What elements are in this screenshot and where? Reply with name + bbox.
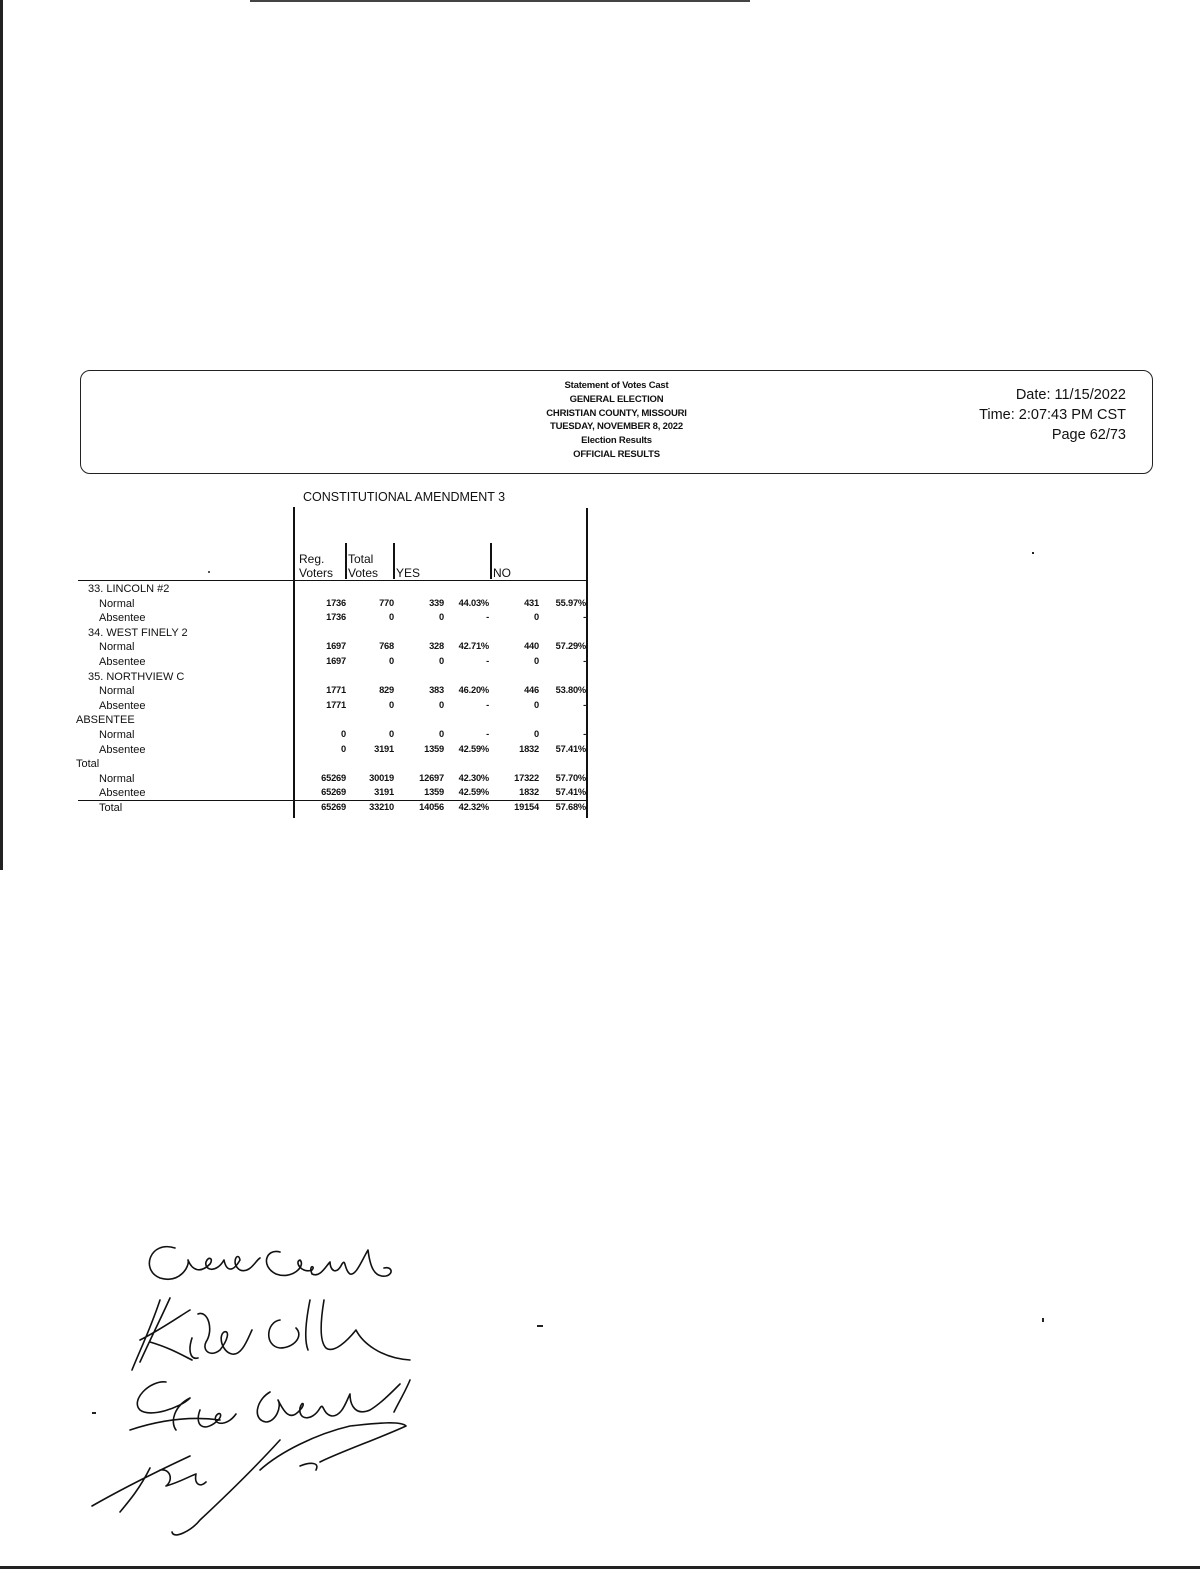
yes-votes-cell: 12697 [419, 772, 444, 783]
scan-speck [1032, 552, 1034, 554]
total-votes-cell: 0 [389, 729, 394, 739]
page-number: Page 62/73 [1051, 427, 1126, 443]
reg-voters-cell: 65269 [321, 772, 346, 783]
total-votes-cell: 768 [379, 641, 394, 652]
col-yes: YES [396, 566, 421, 580]
yes-percent-cell: 42.32% [458, 802, 489, 812]
col-divider-no [490, 543, 492, 579]
table-row [0, 684, 600, 699]
no-percent-cell: - [583, 729, 586, 739]
scan-edge-bottom [0, 1566, 1200, 1569]
yes-percent-cell: - [486, 699, 489, 710]
official-label: OFFICIAL RESULTS [573, 448, 660, 460]
yes-percent-cell: - [486, 612, 489, 623]
yes-percent-cell: 46.20% [458, 685, 489, 696]
group-label: 33. LINCOLN #2 [88, 583, 170, 595]
report-header [80, 370, 1153, 474]
no-votes-cell: 0 [534, 699, 539, 710]
total-votes-cell: 30019 [369, 772, 394, 783]
scan-edge-top [250, 0, 750, 2]
yes-percent-cell: 42.71% [458, 641, 489, 652]
table-row [0, 728, 600, 743]
yes-percent-cell: 42.59% [458, 743, 489, 754]
row-label: Total [99, 802, 123, 814]
table-row [0, 582, 600, 597]
table-row [0, 611, 600, 626]
col-no: NO [493, 566, 511, 580]
race-title: CONSTITUTIONAL AMENDMENT 3 [303, 490, 506, 504]
total-votes-cell: 3191 [374, 787, 394, 798]
signature-1 [149, 1247, 391, 1280]
report-date: Date: 11/15/2022 [1015, 387, 1126, 403]
reg-voters-cell: 0 [341, 729, 346, 739]
report-title: Statement of Votes Cast [564, 380, 669, 391]
no-votes-cell: 19154 [514, 802, 539, 812]
no-percent-cell: - [583, 699, 586, 710]
row-label: Absentee [99, 699, 146, 712]
yes-votes-cell: 0 [439, 699, 444, 710]
row-label: Absentee [99, 612, 146, 625]
reg-voters-cell: 1771 [326, 685, 346, 696]
col-tot-line1: Total [348, 552, 374, 566]
col-reg-line2: Voters [299, 566, 334, 580]
signature-3 [130, 1380, 410, 1430]
no-percent-cell: - [583, 612, 586, 623]
no-votes-cell: 1832 [519, 743, 539, 754]
total-votes-cell: 0 [389, 699, 394, 710]
report-meta [979, 385, 1126, 445]
row-label: Normal [99, 641, 135, 654]
no-votes-cell: 1832 [519, 787, 539, 798]
table-row [0, 640, 600, 655]
table-row [0, 713, 600, 728]
no-votes-cell: 446 [524, 685, 539, 696]
total-votes-cell: 770 [379, 597, 394, 608]
yes-percent-cell: 44.03% [458, 597, 489, 608]
no-votes-cell: 0 [534, 729, 539, 739]
no-percent-cell: 57.68% [555, 802, 586, 812]
group-label: 34. WEST FINELY 2 [88, 626, 188, 639]
reg-voters-cell: 1736 [326, 597, 346, 608]
yes-votes-cell: 0 [439, 656, 444, 666]
table-row [0, 801, 600, 816]
scan-speck [537, 1325, 543, 1327]
col-reg-line1: Reg. [299, 552, 325, 566]
signature-block [80, 1230, 480, 1550]
election-date: TUESDAY, NOVEMBER 8, 2022 [550, 421, 683, 433]
election-name: GENERAL ELECTION [569, 393, 664, 405]
table-row [0, 757, 600, 772]
reg-voters-cell: 1697 [326, 641, 346, 652]
yes-percent-cell: - [486, 729, 489, 739]
no-votes-cell: 0 [534, 612, 539, 623]
yes-percent-cell: 42.30% [458, 772, 489, 783]
total-votes-cell: 0 [389, 612, 394, 623]
no-percent-cell: - [583, 656, 586, 666]
row-label: Absentee [99, 787, 146, 800]
row-label: Normal [99, 772, 135, 785]
yes-votes-cell: 1359 [424, 787, 444, 798]
signature-2 [132, 1298, 410, 1370]
no-percent-cell: 55.97% [555, 597, 586, 608]
yes-votes-cell: 383 [429, 685, 444, 696]
total-votes-cell: 0 [389, 656, 394, 666]
col-total-votes [348, 552, 378, 580]
no-percent-cell: 57.29% [555, 641, 586, 652]
yes-votes-cell: 0 [439, 729, 444, 739]
scan-speck [92, 1412, 96, 1414]
results-label: Election Results [581, 435, 652, 447]
col-divider-total [345, 543, 347, 579]
yes-votes-cell: 328 [429, 641, 444, 652]
table-row [0, 597, 600, 612]
no-votes-cell: 431 [524, 597, 539, 608]
table-row [0, 626, 600, 641]
signature-4 [92, 1423, 406, 1535]
reg-voters-cell: 65269 [321, 802, 346, 812]
table-row [0, 655, 600, 670]
no-percent-cell: 57.41% [555, 743, 586, 754]
row-label: Normal [99, 729, 135, 741]
no-votes-cell: 0 [534, 656, 539, 666]
reg-voters-cell: 1697 [326, 656, 346, 666]
no-votes-cell: 440 [524, 641, 539, 652]
table-row [0, 786, 600, 801]
reg-voters-cell: 65269 [321, 787, 346, 798]
reg-voters-cell: 1771 [326, 699, 346, 710]
total-votes-cell: 3191 [374, 743, 394, 754]
report-time: Time: 2:07:43 PM CST [979, 407, 1126, 423]
group-label: ABSENTEE [76, 714, 135, 727]
yes-votes-cell: 14056 [419, 802, 444, 812]
county-name: CHRISTIAN COUNTY, MISSOURI [546, 407, 687, 419]
group-label: Total [76, 758, 100, 771]
stray-dot [208, 571, 210, 573]
table-row [0, 772, 600, 787]
table-row [0, 670, 600, 685]
reg-voters-cell: 0 [341, 743, 346, 754]
col-tot-line2: Votes [348, 566, 379, 580]
yes-percent-cell: - [486, 656, 489, 666]
yes-votes-cell: 1359 [424, 743, 444, 754]
reg-voters-cell: 1736 [326, 612, 346, 623]
row-label: Normal [99, 685, 135, 698]
total-votes-cell: 33210 [369, 802, 394, 812]
col-divider-yes [393, 543, 395, 579]
scan-speck [1042, 1318, 1044, 1322]
yes-percent-cell: 42.59% [458, 787, 489, 798]
yes-votes-cell: 0 [439, 612, 444, 623]
group-label: 35. NORTHVIEW C [88, 670, 185, 683]
row-label: Normal [99, 597, 135, 610]
yes-votes-cell: 339 [429, 597, 444, 608]
no-votes-cell: 17322 [514, 772, 539, 783]
no-percent-cell: 57.70% [555, 772, 586, 783]
no-percent-cell: 53.80% [555, 685, 586, 696]
no-percent-cell: 57.41% [555, 787, 586, 798]
col-reg-voters [299, 552, 333, 580]
row-label: Absentee [99, 743, 146, 756]
total-votes-cell: 829 [379, 685, 394, 696]
table-row [0, 743, 600, 758]
row-label: Absentee [99, 656, 146, 668]
table-row [0, 699, 600, 714]
